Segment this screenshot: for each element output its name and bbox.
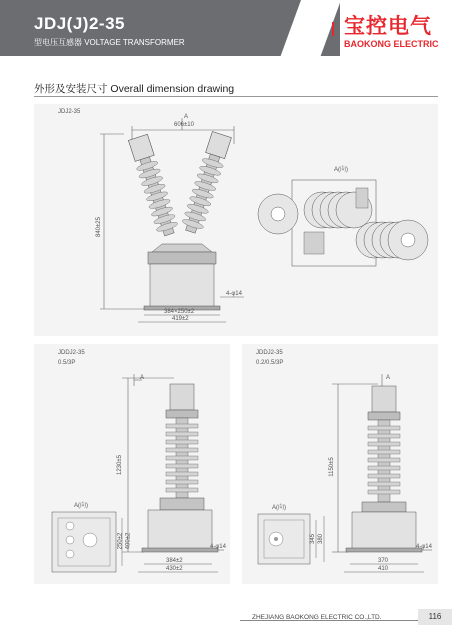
side-dimension-1: 345 (310, 533, 317, 545)
page-title: JDJ(J)2-35 (34, 14, 125, 33)
view-a-arrow-label: A (386, 375, 391, 381)
base-dimension-1: 384×250±2 (164, 309, 195, 315)
view-a-plan (52, 512, 122, 572)
insulator-sheds (368, 426, 400, 494)
view-a-side-label: A(向) (272, 505, 286, 511)
logo-chinese: 宝控电气 (344, 15, 432, 38)
drawing-jdj2-35 (34, 104, 438, 336)
insulator-left (127, 134, 179, 238)
head-flange (368, 412, 400, 420)
base-dimension-1: 370 (378, 558, 389, 564)
view-a-side-label: A(向) (74, 503, 88, 509)
insulator-junction (152, 244, 212, 252)
tank-body (352, 512, 416, 550)
tank-top (160, 498, 204, 510)
base-dimension-1: 384±2 (166, 558, 183, 564)
holes-dimension: 4-φ14 (210, 544, 226, 550)
terminal-head (372, 386, 396, 412)
page-header (0, 0, 471, 56)
drawing-jddj2-35-b (242, 344, 438, 584)
side-dimension-2: 400±2 (125, 532, 132, 550)
view-a-arrow-label: A (140, 375, 145, 381)
insulator-right (180, 131, 232, 235)
drawing-panel-jddj2-35-b (242, 344, 438, 584)
accuracy-label: 0.5/3P (58, 360, 76, 366)
model-label: JDJ2-35 (58, 109, 81, 115)
section-divider (34, 96, 438, 97)
accuracy-label: 0.2/0.5/3P (256, 360, 284, 366)
height-dimension: 1230±5 (116, 455, 123, 475)
side-dimension-1: 250±2 (117, 532, 124, 550)
view-a-side-label: A(向) (334, 167, 348, 173)
section-title: 外形及安装尺寸 Overall dimension drawing (34, 83, 235, 95)
height-dimension: 1150±5 (328, 457, 335, 477)
top-width-dimension: 606±10 (174, 122, 194, 128)
company-name: ZHEJIANG BAOKONG ELECTRIC CO.,LTD. (252, 614, 382, 621)
holes-dimension: 4-φ14 (226, 291, 242, 297)
tank-body (150, 264, 214, 308)
base-plate (346, 548, 422, 552)
base-dimension-2: 419±2 (172, 316, 189, 322)
tank-body (148, 510, 212, 550)
page-footer (0, 610, 471, 632)
logo-english: BAOKONG ELECTRIC (344, 39, 439, 49)
side-dimension-2: 380 (318, 533, 325, 545)
model-label: JDDJ2-35 (58, 350, 85, 356)
drawing-panel-jdj2-35 (34, 104, 438, 336)
page-number: 116 (418, 609, 452, 625)
view-a-top (258, 180, 428, 266)
model-label: JDDJ2-35 (256, 350, 283, 356)
tank-top (362, 502, 406, 512)
base-plate (142, 548, 218, 552)
base-dimension-2: 430±2 (166, 566, 183, 572)
head-flange (166, 410, 198, 418)
tank-top (148, 252, 216, 264)
page-subtitle: 型电压互感器 VOLTAGE TRANSFORMER (34, 38, 185, 47)
drawing-jddj2-35-a (34, 344, 230, 584)
view-a-arrow-label: A (184, 114, 189, 120)
holes-dimension: 4-φ14 (416, 544, 432, 550)
insulator-sheds (166, 424, 198, 492)
terminal-head (170, 384, 194, 410)
brand-logo (344, 16, 444, 49)
base-dimension-2: 410 (378, 566, 389, 572)
logo-mark (332, 22, 342, 36)
drawing-panel-jddj2-35-a (34, 344, 230, 584)
height-dimension: 840±25 (95, 217, 102, 237)
